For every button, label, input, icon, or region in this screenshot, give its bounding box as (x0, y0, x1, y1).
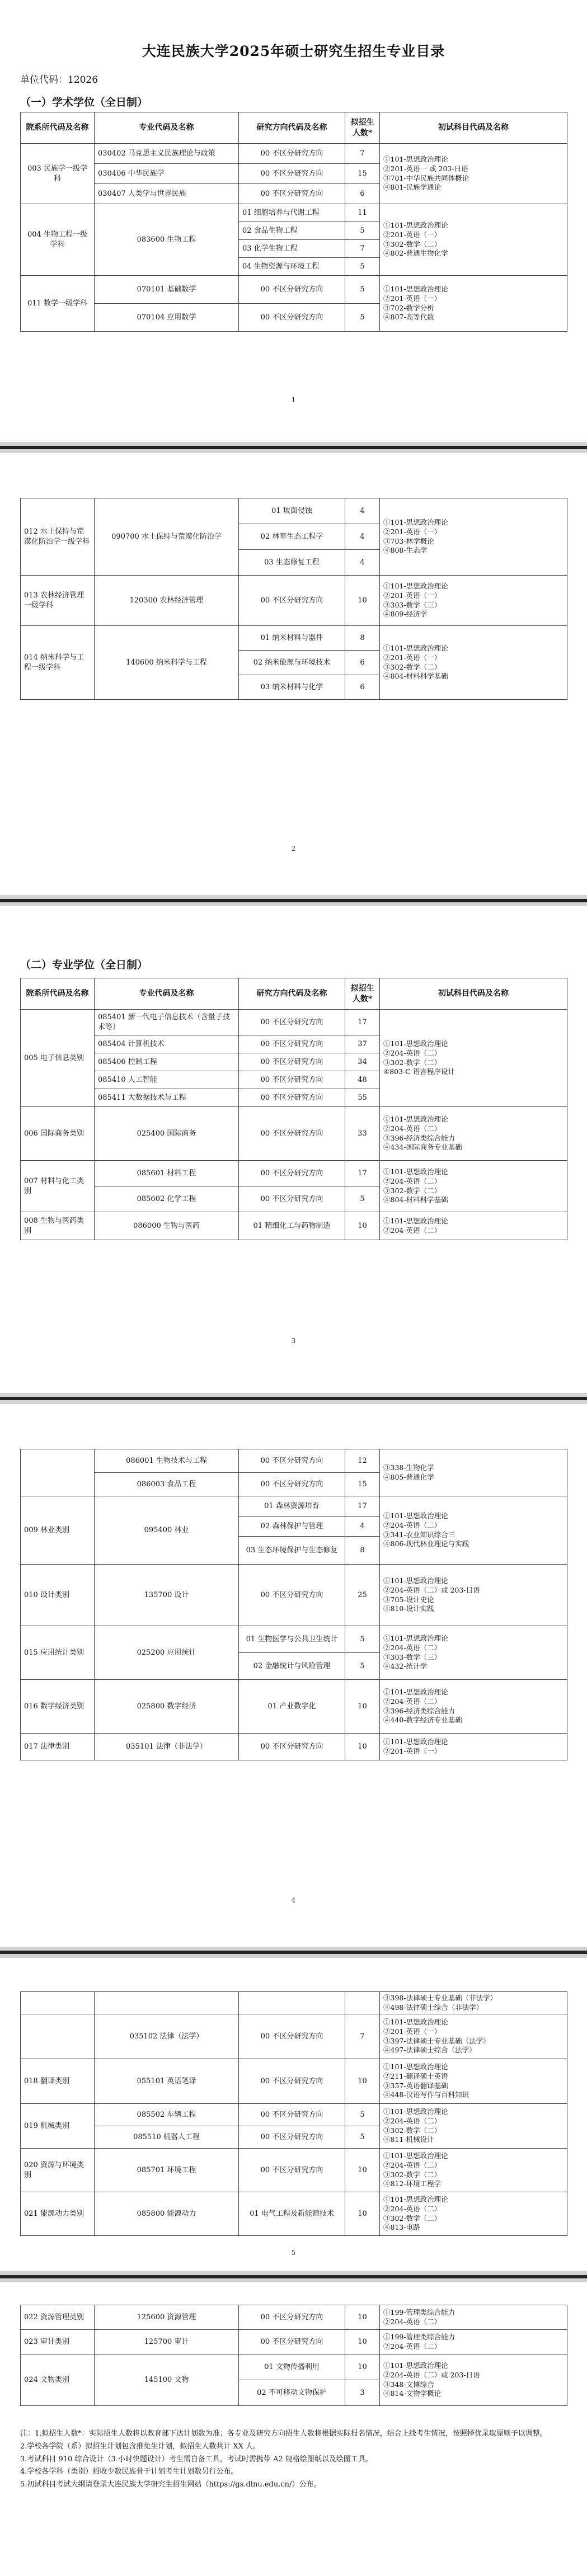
count-cell: 10 (345, 576, 380, 626)
major-cell: 025400 国际商务 (95, 1107, 239, 1161)
major-cell: 086003 食品工程 (95, 1473, 239, 1496)
dept-cell: 013 农林经济管理一级学科 (21, 576, 95, 626)
direction-cell: 00 不区分研究方向 (239, 2330, 345, 2354)
notes-block (20, 2428, 567, 2492)
major-cell: 085411 大数据技术与工程 (95, 1089, 239, 1107)
major-cell: 030407 人类学与世界民族 (95, 184, 239, 204)
header-direction: 研究方向代码及名称 (239, 112, 345, 144)
subjects-cell: ①101-思想政治理论 ②201-英语（一） ③302-数学（二） ④802-普通生物化学 (380, 204, 567, 276)
direction-cell (239, 1992, 345, 2014)
document-title: 大连民族大学2025年硕士研究生招生专业目录 (142, 43, 445, 59)
major-cell: 025200 应用统计 (95, 1626, 239, 1680)
dept-cell: 012 水土保持与荒漠化防治学一级学科 (21, 498, 95, 576)
major-cell: 085601 材料工程 (95, 1161, 239, 1186)
academic-table-p1 (20, 112, 567, 332)
table-row (21, 1734, 567, 1760)
direction-cell: 02 食品生物工程 (239, 222, 345, 240)
page-number: 4 (291, 1896, 296, 1904)
count-cell: 4 (345, 524, 380, 550)
count-cell: 37 (345, 1035, 380, 1053)
direction-cell: 01 电气工程及新能源技术 (239, 2192, 345, 2236)
count-cell: 33 (345, 1107, 380, 1161)
table-row (21, 1680, 567, 1734)
header-major: 专业代码及名称 (95, 978, 239, 1010)
dept-cell: 014 纳米科学与工程一级学科 (21, 626, 95, 700)
dept-cell: 019 机械类别 (21, 2104, 95, 2149)
count-cell: 4 (345, 550, 380, 576)
count-cell: 4 (345, 1517, 380, 1537)
dept-cell: 023 审计类别 (21, 2330, 95, 2354)
count-cell: 6 (345, 675, 380, 700)
page-number: 1 (291, 396, 296, 404)
subjects-cell: ①101-思想政治理论 ②201-英语一 或 203-日语 ③701-中华民族共同体概论 ④801-民族学通论 (380, 144, 567, 204)
header-major: 专业代码及名称 (95, 112, 239, 144)
count-cell: 6 (345, 651, 380, 675)
major-cell: 090700 水土保持与荒漠化防治学 (95, 498, 239, 576)
count-cell: 10 (345, 1734, 380, 1760)
dept-cell: 021 能源动力类别 (21, 2192, 95, 2236)
major-cell: 085404 计算机技术 (95, 1035, 239, 1053)
subjects-cell: ①101-思想政治理论 ②204-英语（二） ③396-经济类综合能力 ④440-数字经济专业基础 (380, 1680, 567, 1734)
count-cell: 10 (345, 2354, 380, 2380)
count-cell: 4 (345, 498, 380, 524)
subjects-cell: ①101-思想政治理论 ②201-英语（一） ③702-数学分析 ④807-高等代数 (380, 276, 567, 332)
page-6 (0, 2282, 587, 2576)
direction-cell: 00 不区分研究方向 (239, 1186, 345, 1212)
table-row (21, 2104, 567, 2126)
major-cell: 085401 新一代电子信息技术（含量子技术等） (95, 1010, 239, 1035)
table-row (21, 204, 567, 222)
table-row (21, 276, 567, 304)
count-cell: 10 (345, 2330, 380, 2354)
subjects-cell: ①101-思想政治理论 ②204-英语（二） ③302-数学（二） ④811-机械设计 (380, 2104, 567, 2149)
table-row (21, 1107, 567, 1161)
count-cell: 8 (345, 1537, 380, 1565)
count-cell: 8 (345, 626, 380, 651)
page-separator (0, 2271, 587, 2282)
count-cell: 3 (345, 2380, 380, 2406)
section-heading-academic: （一）学术学位（全日制） (20, 96, 148, 109)
table-row (21, 576, 567, 626)
table-row (21, 626, 567, 651)
direction-cell: 03 生态环境保护与生态修复 (239, 1537, 345, 1565)
subjects-cell: ①101-思想政治理论 ②211-翻译硕士英语 ③357-英语翻译基础 ④448-汉语写作与百科知识 (380, 2059, 567, 2104)
direction-cell: 00 不区分研究方向 (239, 576, 345, 626)
dept-cell: 022 资源管理类别 (21, 2305, 95, 2330)
count-cell: 34 (345, 1053, 380, 1071)
direction-cell: 00 不区分研究方向 (239, 1010, 345, 1035)
unit-code: 单位代码：12026 (20, 74, 98, 86)
direction-cell: 01 产业数字化 (239, 1680, 345, 1734)
header-dept: 院系所代码及名称 (21, 978, 95, 1010)
direction-cell: 00 不区分研究方向 (239, 164, 345, 184)
count-cell: 10 (345, 2059, 380, 2104)
major-cell: 030406 中华民族学 (95, 164, 239, 184)
page-number: 2 (291, 845, 296, 853)
direction-cell: 02 金融统计与风险管理 (239, 1653, 345, 1680)
subjects-cell: ③338-生物化学 ④805-普通化学 (380, 1449, 567, 1496)
subjects-cell: ①101-思想政治理论 ②204-英语（二） ③302-数学（二） ④804-材料科学基础 (380, 1161, 567, 1212)
page-4 (0, 1404, 587, 1947)
direction-cell: 00 不区分研究方向 (239, 1035, 345, 1053)
subjects-cell: ③398-法律硕士专业基础（非法学） ④498-法律硕士综合（非法学） (380, 1992, 567, 2014)
major-cell: 085410 人工智能 (95, 1071, 239, 1089)
dept-cell: 006 国际商务类别 (21, 1107, 95, 1161)
direction-cell: 00 不区分研究方向 (239, 1161, 345, 1186)
major-cell: 035102 法律（法学） (95, 2014, 239, 2059)
direction-cell: 00 不区分研究方向 (239, 304, 345, 332)
direction-cell: 00 不区分研究方向 (239, 144, 345, 164)
major-cell: 086000 生物与医药 (95, 1212, 239, 1240)
direction-cell: 01 细胞培养与代谢工程 (239, 204, 345, 222)
header-direction: 研究方向代码及名称 (239, 978, 345, 1010)
count-cell: 5 (345, 1186, 380, 1212)
direction-cell: 00 不区分研究方向 (239, 1565, 345, 1626)
subjects-cell: ①199-管理类综合能力 ②204-英语（二） (380, 2330, 567, 2354)
direction-cell: 00 不区分研究方向 (239, 2149, 345, 2192)
page-2 (0, 453, 587, 889)
count-cell: 10 (345, 1680, 380, 1734)
direction-cell: 00 不区分研究方向 (239, 276, 345, 304)
direction-cell: 01 纳米材料与器件 (239, 626, 345, 651)
count-cell: 11 (345, 204, 380, 222)
count-cell: 7 (345, 2014, 380, 2059)
dept-cell (21, 2014, 95, 2059)
direction-cell: 00 不区分研究方向 (239, 1053, 345, 1071)
table-row (21, 1992, 567, 2014)
note-item: 3.考试科目 910 综合设计（3 小时快题设计）考生需自备工具，考试时需携带 A2 规格绘图纸以及绘图工具。 (20, 2455, 373, 2464)
direction-cell: 02 纳米能源与环境技术 (239, 651, 345, 675)
dept-cell: 020 资源与环境类别 (21, 2149, 95, 2192)
dept-cell: 003 民族学一级学科 (21, 144, 95, 204)
major-cell: 025800 数字经济 (95, 1680, 239, 1734)
major-cell: 085602 化学工程 (95, 1186, 239, 1212)
count-cell: 17 (345, 1496, 380, 1517)
dept-cell: 008 生物与医药类别 (21, 1212, 95, 1240)
dept-cell: 009 林业类别 (21, 1496, 95, 1565)
header-count: 拟招生人数* (345, 112, 380, 144)
table-row (21, 2149, 567, 2192)
major-cell: 095400 林业 (95, 1496, 239, 1565)
count-cell: 5 (345, 222, 380, 240)
direction-cell: 00 不区分研究方向 (239, 1734, 345, 1760)
professional-table-p4 (20, 1449, 567, 1760)
major-cell: 140600 纳米科学与工程 (95, 626, 239, 700)
subjects-cell: ①101-思想政治理论 ②204-英语（二） ③302-数学（二） ④812-环境工程学 (380, 2149, 567, 2192)
direction-cell: 00 不区分研究方向 (239, 2059, 345, 2104)
direction-cell: 00 不区分研究方向 (239, 2104, 345, 2126)
major-cell: 085701 环境工程 (95, 2149, 239, 2192)
count-cell: 15 (345, 164, 380, 184)
dept-cell: 024 文物类别 (21, 2354, 95, 2406)
major-cell: 070104 应用数学 (95, 304, 239, 332)
section-heading-professional: （二）专业学位（全日制） (20, 959, 148, 971)
note-item: 4.学校各学科（类别）招收少数民族骨干计划考生计划数另行公布。 (20, 2467, 238, 2476)
count-cell: 55 (345, 1089, 380, 1107)
table-row (21, 2330, 567, 2354)
header-count: 拟招生人数* (345, 978, 380, 1010)
page-number: 3 (291, 1337, 296, 1345)
major-cell: 135700 设计 (95, 1565, 239, 1626)
dept-cell: 017 法律类别 (21, 1734, 95, 1760)
direction-cell: 00 不区分研究方向 (239, 1107, 345, 1161)
subjects-cell: ①101-思想政治理论 ②204-英语（二） ③341-农业知识综合三 ④806-现代林业理论与实践 (380, 1496, 567, 1565)
table-row (21, 1161, 567, 1186)
table-row (21, 1212, 567, 1240)
page-number: 5 (291, 2249, 296, 2257)
major-cell: 145100 文物 (95, 2354, 239, 2406)
major-cell: 083600 生物工程 (95, 204, 239, 276)
count-cell: 15 (345, 1473, 380, 1496)
dept-cell: 010 设计类别 (21, 1565, 95, 1626)
table-row (21, 1496, 567, 1517)
table-header-row (21, 112, 567, 144)
direction-cell: 01 坡面侵蚀 (239, 498, 345, 524)
direction-cell: 00 不区分研究方向 (239, 1089, 345, 1107)
dept-cell: 016 数字经济类别 (21, 1680, 95, 1734)
major-cell: 085502 车辆工程 (95, 2104, 239, 2126)
page-3 (0, 906, 587, 1393)
count-cell (345, 1992, 380, 2014)
count-cell: 17 (345, 1161, 380, 1186)
table-row (21, 2354, 567, 2380)
direction-cell: 00 不区分研究方向 (239, 184, 345, 204)
subjects-cell: ①101-思想政治理论 ②204-英语（二） ③303-数学（三） ④432-统计学 (380, 1626, 567, 1680)
dept-cell: 018 翻译类别 (21, 2059, 95, 2104)
table-row (21, 1449, 567, 1473)
major-cell: 035101 法律（非法学） (95, 1734, 239, 1760)
subjects-cell: ①101-思想政治理论 ②204-英语（二） ③396-经济类综合能力 ④434-国际商务专业基础 (380, 1107, 567, 1161)
major-cell (95, 1992, 239, 2014)
direction-cell: 00 不区分研究方向 (239, 2305, 345, 2330)
table-row (21, 2059, 567, 2104)
direction-cell: 03 生态修复工程 (239, 550, 345, 576)
count-cell: 6 (345, 184, 380, 204)
table-row (21, 2305, 567, 2330)
major-cell: 086001 生物技术与工程 (95, 1449, 239, 1473)
direction-cell: 01 森林资源培育 (239, 1496, 345, 1517)
direction-cell: 00 不区分研究方向 (239, 2126, 345, 2149)
subjects-cell: ①101-思想政治理论 ②204-英语（二） ③302-数学（二） ④813-电路 (380, 2192, 567, 2236)
count-cell: 5 (345, 258, 380, 276)
dept-cell (21, 1449, 95, 1496)
count-cell: 5 (345, 276, 380, 304)
count-cell: 17 (345, 1010, 380, 1035)
page-5 (0, 1958, 587, 2271)
count-cell: 7 (345, 144, 380, 164)
header-subjects: 初试科目代码及名称 (380, 112, 567, 144)
major-cell: 085406 控制工程 (95, 1053, 239, 1071)
page-1 (0, 0, 587, 404)
count-cell: 10 (345, 2192, 380, 2236)
direction-cell: 00 不区分研究方向 (239, 1449, 345, 1473)
direction-cell: 01 精细化工与药物制造 (239, 1212, 345, 1240)
count-cell: 10 (345, 2149, 380, 2192)
count-cell: 12 (345, 1449, 380, 1473)
major-cell: 125700 审计 (95, 2330, 239, 2354)
direction-cell: 02 不可移动文物保护 (239, 2380, 345, 2406)
table-row (21, 1565, 567, 1626)
direction-cell: 02 森林保护与管理 (239, 1517, 345, 1537)
count-cell: 5 (345, 1653, 380, 1680)
major-cell: 125600 资源管理 (95, 2305, 239, 2330)
professional-table-p3 (20, 978, 567, 1240)
subjects-cell: ①101-思想政治理论 ②201-英语（一） (380, 1734, 567, 1760)
table-row (21, 1626, 567, 1653)
note-item: 注：1.拟招生人数*：实际招生人数将以教育部下达计划数为准；各专业及研究方向招生人数将根据实际报名情况，结合上线考生情况，按照择优录取原则予以调整。 (20, 2429, 547, 2438)
header-dept: 院系所代码及名称 (21, 112, 95, 144)
count-cell: 25 (345, 1565, 380, 1626)
table-row (21, 2014, 567, 2059)
table-header-row (21, 978, 567, 1010)
direction-cell: 01 生物医学与公共卫生统计 (239, 1626, 345, 1653)
subjects-cell: ①101-思想政治理论 ②201-英语（一） ③397-法律硕士专业基础（法学） ④497-法律硕士综合（法学） (380, 2014, 567, 2059)
subjects-cell: ①101-思想政治理论 ②204-英语（二）或 203-日语 ③348-文博综合 ④814-文物学概论 (380, 2354, 567, 2406)
direction-cell: 02 林草生态工程学 (239, 524, 345, 550)
count-cell: 10 (345, 2305, 380, 2330)
major-cell: 070101 基础数学 (95, 276, 239, 304)
professional-table-p6 (20, 2305, 567, 2406)
subjects-cell: ①101-思想政治理论 ②201-英语（一） ③703-林学概论 ④808-生态学 (380, 498, 567, 576)
count-cell: 5 (345, 1626, 380, 1653)
subjects-cell: ①101-思想政治理论 ②201-英语（一） ③303-数学（三） ④809-经济学 (380, 576, 567, 626)
count-cell: 5 (345, 2104, 380, 2126)
count-cell: 10 (345, 1212, 380, 1240)
major-cell: 055101 英语笔译 (95, 2059, 239, 2104)
count-cell: 5 (345, 2126, 380, 2149)
page-separator (0, 1947, 587, 1958)
table-row (21, 2192, 567, 2236)
major-cell: 085800 能源动力 (95, 2192, 239, 2236)
dept-cell: 007 材料与化工类别 (21, 1161, 95, 1212)
table-row (21, 144, 567, 164)
major-cell: 085510 机器人工程 (95, 2126, 239, 2149)
direction-cell: 03 纳米材料与化学 (239, 675, 345, 700)
count-cell: 7 (345, 240, 380, 258)
table-row (21, 1010, 567, 1035)
header-subjects: 初试科目代码及名称 (380, 978, 567, 1010)
note-item: 2.学校各学院（系）拟招生计划包含推免生计划，拟招生人数共计 XX 人。 (20, 2442, 261, 2451)
dept-cell: 011 数学一级学科 (21, 276, 95, 332)
dept-cell (21, 1992, 95, 2014)
dept-cell: 015 应用统计类别 (21, 1626, 95, 1680)
page-separator (0, 442, 587, 453)
direction-cell: 03 化学生物工程 (239, 240, 345, 258)
direction-cell: 00 不区分研究方向 (239, 1473, 345, 1496)
direction-cell: 00 不区分研究方向 (239, 2014, 345, 2059)
subjects-cell: ①101-思想政治理论 ②201-英语（一） ③302-数学（二） ④804-材料科学基础 (380, 626, 567, 700)
major-cell: 120300 农林经济管理 (95, 576, 239, 626)
direction-cell: 04 生物资源与环境工程 (239, 258, 345, 276)
count-cell: 48 (345, 1071, 380, 1089)
page-separator (0, 895, 587, 906)
subjects-cell: ①199-管理类综合能力 ②204-英语（二） (380, 2305, 567, 2330)
page-separator (0, 1393, 587, 1404)
table-row (21, 498, 567, 524)
count-cell: 5 (345, 304, 380, 332)
subjects-cell: ①101-思想政治理论 ②204-英语（二） (380, 1212, 567, 1240)
professional-table-p5 (20, 1991, 567, 2236)
subjects-cell: ①101-思想政治理论 ②204-英语（二） ③302-数学（二） ④803-C 语言程序设计 (380, 1010, 567, 1107)
dept-cell: 004 生物工程一级学科 (21, 204, 95, 276)
note-item: 5.初试科目考试大纲请登录大连民族大学研究生招生网站（https://gs.dlnu.edu.cn/）公布。 (20, 2480, 321, 2489)
major-cell: 030402 马克思主义民族理论与政策 (95, 144, 239, 164)
dept-cell: 005 电子信息类别 (21, 1010, 95, 1107)
direction-cell: 00 不区分研究方向 (239, 1071, 345, 1089)
academic-table-p2 (20, 498, 567, 700)
subjects-cell: ①101-思想政治理论 ②204-英语（二）或 203-日语 ③705-设计史论 ④810-设计实践 (380, 1565, 567, 1626)
direction-cell: 01 文物传播利用 (239, 2354, 345, 2380)
